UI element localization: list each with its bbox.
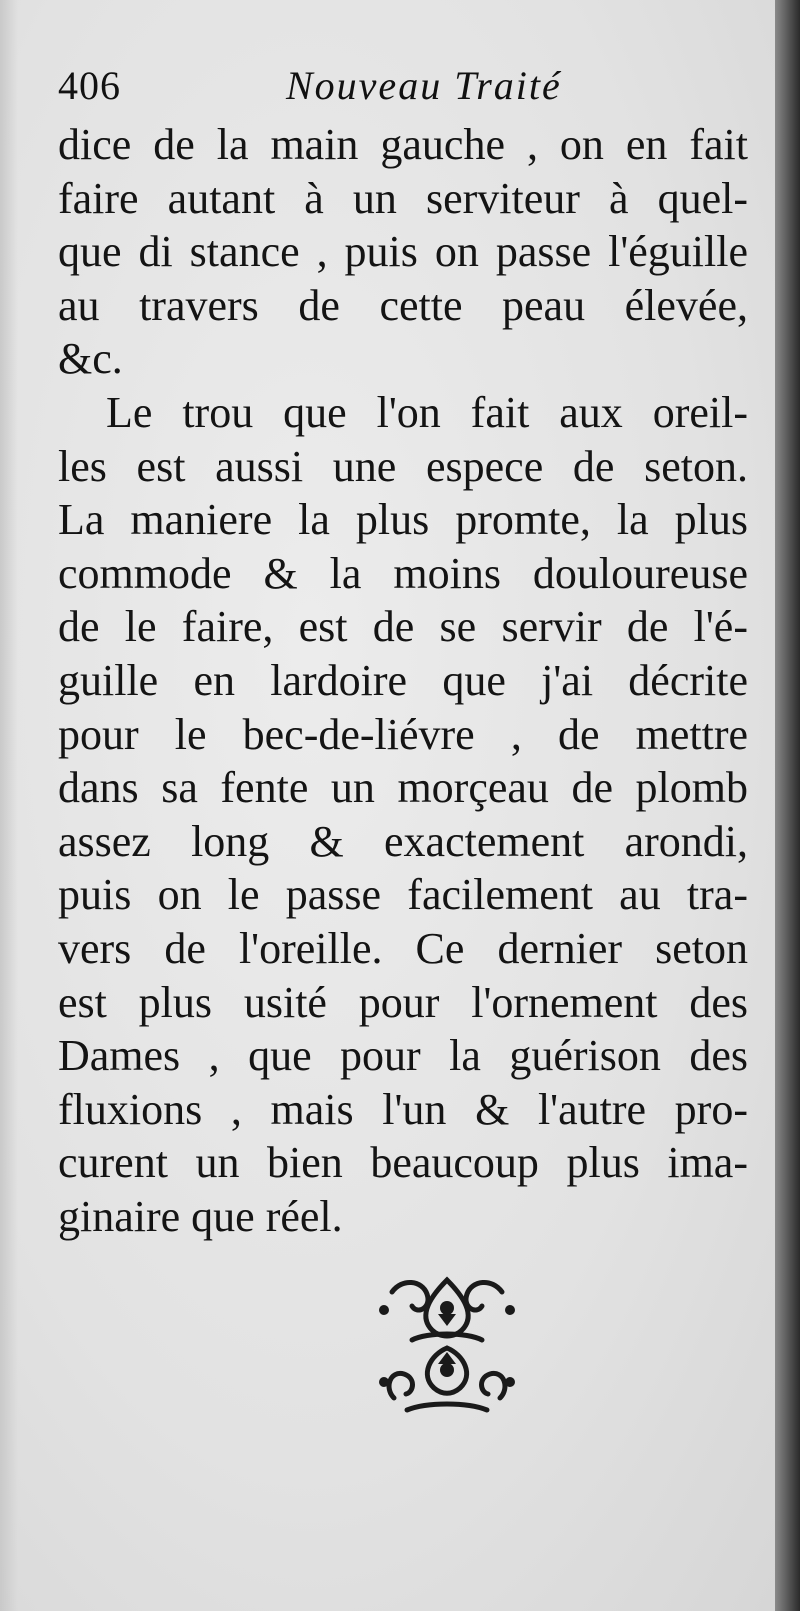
page-edge-shadow [0,0,18,1611]
text-line: faire autant à un serviteur à quel- [58,173,748,223]
text-line: commode & la moins douloureuse [58,548,748,598]
text-line: &c. [58,334,123,384]
text-line: de le faire, est de se servir de l'é- [58,602,748,652]
text-line: est plus usité pour l'ornement des [58,977,748,1027]
text-line: puis on le passe facilement au tra- [58,870,748,920]
text-line: dans sa fente un morçeau de plomb [58,763,748,813]
text-line: Le trou que l'on fait aux oreil- [106,387,748,437]
text-line: guille en lardoire que j'ai décrite [58,655,748,705]
page-number: 406 [58,63,121,108]
text-line: pour le bec-de-liévre , de mettre [58,709,748,759]
text-line: dice de la main gauche , on en fait [58,120,748,169]
page-header [58,62,758,122]
text-line: La maniere la plus promte, la plus [58,495,748,545]
book-gutter [775,0,800,1611]
text-line: Dames , que pour la guérison des [58,1031,748,1081]
text-line: que di stance , puis on passe l'éguille [58,227,748,277]
text-line: assez long & exactement arondi, [58,816,748,866]
text-line: les est aussi une espece de seton. [58,441,748,491]
text-line: vers de l'oreille. Ce dernier seton [58,923,748,973]
text-line: fluxions , mais l'un & l'autre pro- [58,1084,748,1134]
text-line: curent un bien beaucoup plus ima- [58,1138,748,1188]
printers-ornament-icon [372,1270,522,1420]
text-line: ginaire que réel. [58,1191,343,1241]
body-text [58,118,748,1243]
running-head: Nouveau Traité [286,63,562,108]
text-line: au travers de cette peau élevée, [58,280,748,330]
